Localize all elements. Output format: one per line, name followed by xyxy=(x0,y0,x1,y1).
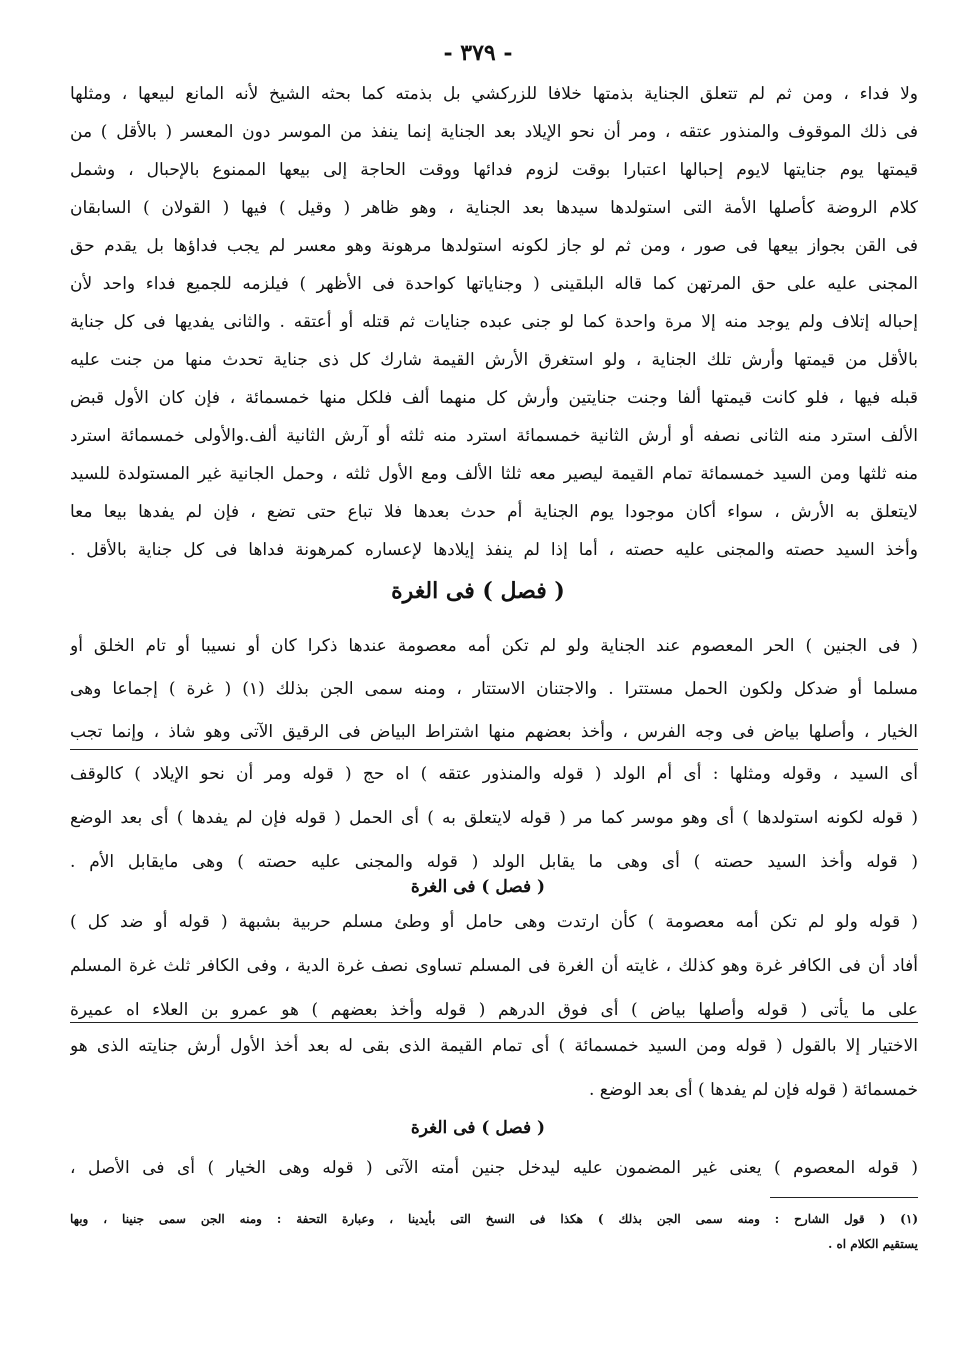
footnote-divider xyxy=(770,1197,918,1198)
main-text-line: وأخذ السيد حصته والمجنى عليه حصته ، أما إذا لم ينفذ إيلادها لإعساره كمرهونة فداها فى كل جناية بالأقل . xyxy=(70,540,918,560)
hashiya-line: أى السيد ، وقوله ومثلها : أى أم الولد ( قوله والمنذور عتقه ) اه حج ( قوله ومر أن نحو الإيلاد ) كالوقف xyxy=(70,764,918,784)
main-text-block xyxy=(70,75,918,569)
section-text-line: مسلما أو ضدكل ولكون الحمل مستترا . والاجتنان الاستتار ، ومنه سمى الجن بذلك (١) ( غرة ) إجماعا وهى xyxy=(70,679,918,699)
section-text-line: ( فى الجنين ) الحر المعصوم عند الجناية ولو لم تكن أمه معصومة عندها ذكرا كان أو نسيبا أو تام الخلق أو xyxy=(70,636,918,656)
hashiya-line: ( قوله لكونه استولدها ) أى وهو موسر كما مر ( قوله لايتعلق به ) أى الحمل ( قوله فإن لم يفدها ) أى بعد الوضع xyxy=(70,808,918,828)
main-text-line: إحباله إتلاف ولم يوجد منه إلا مرة واحدة كما لو جنى عبده جنايات ثم قتله أو أعتقه . والثانى يفديها فى كل جناية xyxy=(70,312,918,332)
main-text-line: المجنى عليه على حق المرتهن كما قاله البلقينى ( وجناياتها كواحدة فى الأظهر ) فيلزمه للجميع فداء واحد لأن xyxy=(70,274,918,294)
page-number: - ٣٧٩ - xyxy=(443,40,513,66)
hashiya-line: الاختيار إلا بالقول ( قوله ومن السيد خمسمائة ) أى تمام القيمة الذى بقى له بعد أخذ الأول أرش جنايته الذى هو xyxy=(70,1036,918,1056)
hashiya-line: ( قوله وأخذ السيد حصته ) أى وهى ما يقابل الولد ( قوله والمجنى عليه حصته ) وهى مايقابل الأم . xyxy=(70,852,918,872)
hashiya-line: خمسمائة ( قوله فإن لم يفدها ) أى بعد الوضع . xyxy=(588,1080,918,1100)
hashiya-block-1 xyxy=(70,752,918,884)
hashiya-block-2 xyxy=(70,1024,918,1112)
main-text-line: قيمتها يوم جنايتها لايوم إحبالها اعتبارا بوقت لزوم فدائها ووقت الحاجة إلى بيعها الممنوع بالإحبال ، وشمل xyxy=(70,160,918,180)
main-text-line: بالأقل من قيمتها وأرش تلك الجناية ، ولو استغرق الأرش القيمة شارك كل ذى جناية تحدث منها من جنت عليه xyxy=(70,350,918,370)
main-text-line: لايتعلق به الأرش ، سواء أكان موجودا يوم الجناية أم حدث بعدها فلا تباع حتى تضع ، فإن لم يفدها بيعا معا xyxy=(70,502,918,522)
hashiya-line: ( قوله المعصوم ) يعنى غير المضمون عليه ليدخل جنين أمته الآتى ( قوله وهى الخيار ) أى فى الأصل ، xyxy=(70,1158,918,1178)
main-text-line: ولا فداء ، ومن ثم لم تتعلق الجناية بذمتها خلافا للزركشي بل بذمته كما بحثه الشيخ لأنه المانع لبيعها ، ومثلها xyxy=(70,84,918,104)
section-text-block xyxy=(70,625,918,754)
hashiya-block-2b xyxy=(70,1146,918,1190)
hashiya-block-1b xyxy=(70,900,918,1032)
footnote-line: يستقيم الكلام اه . xyxy=(828,1237,918,1251)
footnote-line: (١) ( قول الشارح : ومنه سمى الجن بذلك ) هكذا فى النسخ التى بأيدينا ، وعبارة التحفة : ومنه الجن سمى جنينا ، وبها xyxy=(70,1212,918,1226)
main-text-line: قبله فيها ، فلو كانت قيمتها ألفا وجنت جنايتين وأرش كل منهما ألف فلكل منها خمسمائة ، فإن كان الأول قبض xyxy=(70,388,918,408)
hashiya-line: ( قوله ولو لم تكن أمه معصومة ) كأن ارتدت وهى حامل أو وطئ مسلم حربية بشبهة ( قوله أو ضد كل ) xyxy=(70,912,918,932)
divider xyxy=(70,1022,918,1023)
main-text-line: الألف استرد منه الثانى نصفه أو أرش الثانية خمسمائة استرد منه ثلثه أو آرش الثانية ألف.والأولى خمسمائة استرد xyxy=(70,426,918,446)
hashiya-heading: ( فصل ) فى الغرة xyxy=(410,1118,546,1138)
main-text-line: منه ثلثها ومن السيد خمسمائة تمام القيمة ليصير معه ثلثا الألف ومع الأول ثلثه ، وحمل الجانية غير المستولدة للسيد xyxy=(70,464,918,484)
main-text-line: فى القن بجواز بيعها فى صور ، ومن ثم لو جاز لكونه استولدها مرهونة وهو معسر لم يجب فداؤها بل يقدم حق xyxy=(70,236,918,256)
hashiya-line: على ما يأتى ( قوله وأصلها بياض ) أى فوق الدرهم ( قوله وأخذ بعضهم ) هو عمرو بن العلاء اه عميرة xyxy=(70,1000,918,1020)
section-heading: ( فصل ) فى الغرة xyxy=(391,578,565,604)
main-text-line: فى ذلك الموقوف والمنذور عتقه ، ومر أن نحو الإيلاد بعد الجناية إنما ينفذ من الموسر دون المعسر ( بالأقل ) من xyxy=(70,122,918,142)
section-text-line: الخيار ، وأصلها بياض فى وجه الفرس ، وأخذ بعضهم منها اشتراط البياض فى الرقيق الآتى وهو شاذ ، وإنما تجب xyxy=(70,722,918,742)
footnote-block xyxy=(70,1207,918,1257)
divider xyxy=(70,749,918,750)
hashiya-line: أفاد أن فى الكافر غرة وهو كذلك ، غايته أن الغرة فى المسلم تساوى نصف غرة الدية ، وفى الكافر ثلث غرة المسلم xyxy=(70,956,918,976)
main-text-line: كلام الروضة كأصلها الأمة التى استولدها سيدها بعد الجناية ، وهو ظاهر ( وقيل ) فيها ( القولان ) السابقان xyxy=(70,198,918,218)
hashiya-heading: ( فصل ) فى الغرة xyxy=(410,877,546,897)
